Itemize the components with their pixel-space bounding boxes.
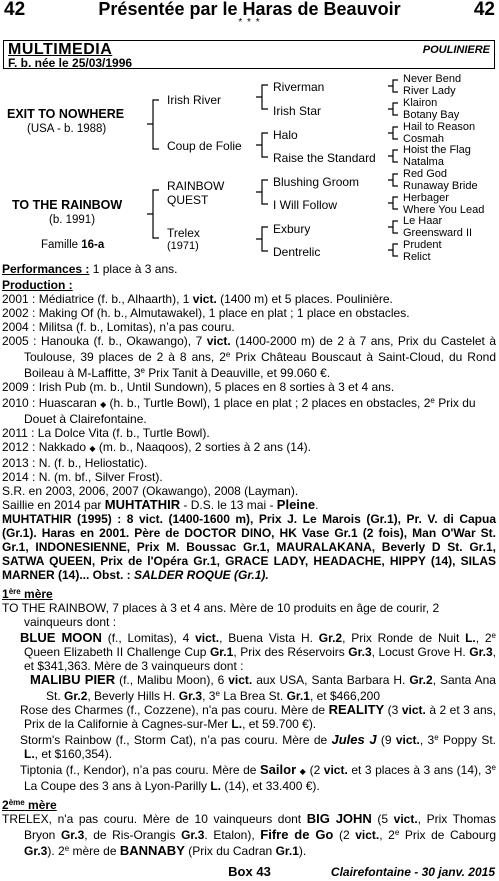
pedigree-g4-2: River Lady: [403, 85, 456, 97]
page-header: [0, 0, 499, 30]
pedigree-table: [0, 72, 499, 262]
pedigree-g3-4: Raise the Standard: [273, 151, 376, 165]
production-2001: 2001 : Médiatrice (f. b., Alhaarth), 1 vict. (1400 m) et 5 places. Poulinière.: [2, 292, 393, 306]
pedigree-g4-12: Where You Lead: [403, 204, 485, 216]
first-dam-heading: 1ère mère: [2, 587, 53, 601]
horse-name: MULTIMEDIA: [8, 41, 113, 58]
pedigree-g2-sire-sire: Irish River: [167, 93, 222, 107]
production-2002: 2002 : Making Of (h. b., Almutawakel), 1 place en plat ; 1 place en obstacles.: [2, 306, 410, 320]
horse-name-box: [3, 40, 495, 69]
production-sr: S.R. en 2003, 2006, 2007 (Okawango), 2008 (Layman).: [2, 484, 299, 498]
production-2010: 2010 : Huascaran ◆ (h. b., Turtle Bowl), 1 place en plat ; 2 places en obstacles, 2e Prix du Douet à Clairefontaine.: [2, 396, 476, 426]
pedigree-g3-5: Blushing Groom: [273, 175, 360, 189]
lot-number-right: 42: [473, 0, 495, 20]
header-stars: * * *: [238, 17, 261, 28]
pedigree-g4-15: Prudent: [403, 239, 442, 251]
pedigree-g2-dam-dam: Trelex: [167, 226, 200, 240]
first-dam-intro: TO THE RAINBOW, 7 places à 3 et 4 ans. Mère de 10 produits en âge de courir, 2 vainqueurs dont :: [2, 601, 440, 629]
pedigree-g3-3: Halo: [273, 128, 298, 142]
pedigree-g2-dam-sire-2: QUEST: [167, 193, 209, 207]
horse-sex-birth: F. b. née le 25/03/1996: [8, 56, 133, 70]
first-dam-malibu-pier: MALIBU PIER (f., Malibu Moon), 6 vict. aux USA, Santa Barbara H. Gr.2, Santa Ana St. Gr.2, Beverly Hills H. Gr.3, 3e La Brea St. Gr.1, et $466,200: [30, 672, 496, 703]
pedigree-g4-1: Never Bend: [403, 73, 462, 85]
pedigree-g3-2: Irish Star: [273, 104, 322, 118]
pedigree-g4-5: Hail to Reason: [403, 121, 476, 133]
production-saillie: Saillie en 2014 par MUHTATHIR - D.S. le 13 mai - Pleine.: [2, 497, 319, 512]
presenter-title: Présentée par le Haras de Beauvoir: [98, 0, 401, 19]
horse-status: POULINIERE: [422, 44, 490, 56]
lot-number-left: 42: [4, 0, 26, 20]
sale-place-date: Clairefontaine - 30 janv. 2015: [330, 865, 495, 879]
first-dam-rose-des-charmes: Rose des Charmes (f., Cozzene), n'a pas couru. Mère de REALITY (3 vict. à 2 et 3 ans, Prix de la Californie à Cagnes-sur-Mer L., et 59.700 €).: [20, 702, 496, 731]
pedigree-g4-3: Klairon: [403, 97, 438, 109]
pedigree-family: Famille 16-a: [41, 239, 105, 251]
production-2009: 2009 : Irish Pub (m. b., Until Sundown), 5 places en 8 sorties à 3 et 4 ans.: [2, 380, 395, 394]
first-dam-tiptonia: Tiptonia (f., Kendor), n’a pas couru. Mère de Sailor ◆ (2 vict. et 3 places à 3 ans (14), 3e La Coupe des 3 ans à Lyon-Parilly L. (14), et 33.400 €).: [20, 762, 496, 793]
first-dam-storms-rainbow: Storm's Rainbow (f., Storm Cat), n’a pas couru. Mère de Jules J (9 vict., 3e Poppy St. L., et $160,354).: [20, 732, 496, 761]
pedigree-g3-7: Exbury: [273, 222, 311, 236]
pedigree-g3-1: Riverman: [273, 80, 325, 94]
pedigree-g4-16: Relict: [403, 251, 431, 263]
pedigree-g2-dam-dam-year: (1971): [167, 240, 199, 252]
production-2004: 2004 : Militsa (f. b., Lomitas), n’a pas couru.: [2, 320, 235, 334]
first-dam-blue-moon: BLUE MOON (f., Lomitas), 4 vict., Buena Vista H. Gr.2, Prix Ronde de Nuit L., 2e Queen Elizabeth II Challenge Cup Gr.1, Prix des Réservoirs Gr.3, Locust Grove H. Gr.3, et $341,363. Mère de 3 vainqueurs dont :: [20, 630, 496, 673]
production-2005: 2005 : Hanouka (f. b., Okawango), 7 vict. (1400-2000 m) de 2 à 7 ans, Prix du Castelet à Toulouse, 39 places de 2 à 8 ans, 2e Prix Château Bouscaut à Saint-Cloud, du Rond Boileau à M-Laffitte, 3e Prix Tanit à Deauville, et 99.060 €.: [2, 334, 497, 380]
production-2013: 2013 : N. (f. b., Heliostatic).: [2, 456, 148, 470]
pedigree-dam-info: (b. 1991): [49, 214, 96, 226]
pedigree-g4-13: Le Haar: [403, 215, 443, 227]
production-2014: 2014 : N. (m. bf., Silver Frost).: [2, 470, 163, 484]
pedigree-g2-dam-sire: RAINBOW: [167, 179, 225, 193]
pedigree-g4-9: Red God: [403, 168, 448, 180]
pedigree-g3-6: I Will Follow: [273, 198, 338, 212]
performances-line: Performances : 1 place à 3 ans.: [2, 262, 178, 276]
sire-note: MUHTATHIR (1995) : 8 vict. (1400-1600 m), Prix J. Le Marois (Gr.1), Pr. V. di Capua (Gr.1). Haras en 2001. Père de DOCTOR DINO, HK Vase Gr.1 (2 fois), Man O'War St. Gr.1, INDONESIENNE, Prix M. Boussac Gr.1, MAURALAKANA, Beverly D St. Gr.1, SATWA QUEEN, Prix de l'Opéra Gr.1, GRACE LADY, HEADACHE, HIPPY (14), SILAS MARNER (14)... Obst. : SALDER ROQUE (Gr.1).: [2, 512, 496, 582]
pedigree-g4-8: Natalma: [403, 156, 444, 168]
catalogue-body: [2, 262, 496, 858]
second-dam-heading: 2ème mère: [2, 798, 57, 812]
pedigree-g2-sire-dam: Coup de Folie: [167, 139, 242, 153]
pedigree-g4-14: Greensward II: [403, 227, 473, 239]
page-footer: [0, 864, 499, 881]
pedigree-g3-8: Dentrelic: [273, 245, 321, 259]
pedigree-g4-10: Runaway Bride: [403, 180, 478, 192]
box-number: Box 43: [228, 864, 271, 879]
production-2011: 2011 : La Dolce Vita (f. b., Turtle Bowl).: [2, 426, 210, 440]
pedigree-g4-7: Hoist the Flag: [403, 144, 471, 156]
pedigree-sire: EXIT TO NOWHERE: [7, 107, 125, 121]
production-2012: 2012 : Nakkado ◆ (m. b., Naaqoos), 2 sorties à 2 ans (14).: [2, 440, 311, 454]
pedigree-g4-4: Botany Bay: [403, 109, 460, 121]
pedigree-g4-11: Herbager: [403, 192, 449, 204]
pedigree-dam: TO THE RAINBOW: [12, 198, 123, 212]
production-heading: Production :: [2, 278, 73, 292]
second-dam-trelex: TRELEX, n'a pas couru. Mère de 10 vainqueurs dont BIG JOHN (5 vict., Prix Thomas Bryon Gr.3, de Ris-Orangis Gr.3. Etalon), Fifre de Go (2 vict., 2e Prix de Cabourg Gr.3). 2e mère de BANNABY (Prix du Cadran Gr.1).: [2, 811, 497, 858]
pedigree-g4-6: Cosmah: [403, 133, 444, 145]
pedigree-sire-info: (USA - b. 1988): [27, 123, 107, 135]
